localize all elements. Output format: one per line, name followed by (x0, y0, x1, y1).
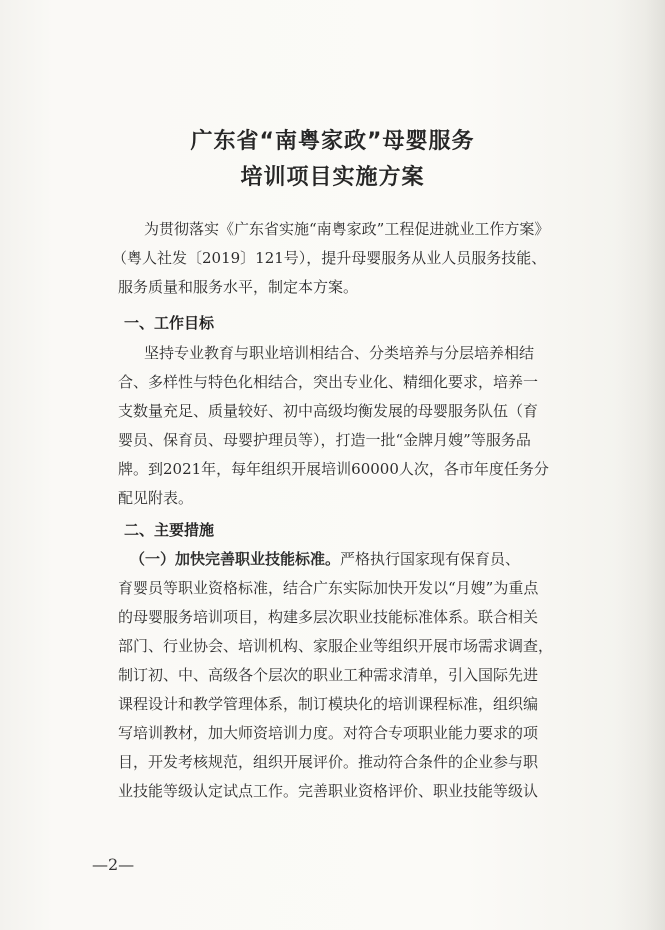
document-title-line-1: 广东省“南粤家政”母婴服务 (190, 129, 475, 154)
intro-line-2: （粤人社发〔2019〕121号），提升母婴服务从业人员服务技能、 (112, 249, 547, 267)
measure-1-line-8: 业技能等级认定试点工作。完善职业资格评价、职业技能等级认 (118, 782, 539, 800)
page-number: —2— (92, 855, 135, 874)
measure-1-first-line-rest: 严格执行国家现有保育员、 (340, 550, 521, 568)
section-2-heading: 二、主要措施 (124, 521, 215, 539)
document-title-line-2: 培训项目实施方案 (240, 165, 425, 190)
measure-1-line-4: 制订初、中、高级各个层次的职业工种需求清单，引入国际先进 (118, 666, 539, 684)
measure-1-title: （一）加快完善职业技能标准。 (130, 550, 341, 568)
measure-1-line-1: 育婴员等职业资格标准，结合广东实际加快开发以“月嫂”为重点 (118, 579, 539, 597)
intro-line-1: 为贯彻落实《广东省实施“南粤家政”工程促进就业工作方案》 (144, 220, 550, 238)
measure-1-first-line (130, 548, 520, 569)
section-1-line-6: 配见附表。 (118, 489, 194, 507)
measure-1-line-6: 写培训教材，加大师资培训力度。对符合专项职业能力要求的项 (118, 724, 539, 742)
measure-1-line-5: 课程设计和教学管理体系，制订模块化的培训课程标准，组织编 (118, 695, 539, 713)
section-1-line-1: 坚持专业教育与职业培训相结合、分类培养与分层培养相结 (144, 344, 535, 362)
measure-1-line-2: 的母婴服务培训项目，构建多层次职业技能标准体系。联合相关 (118, 608, 539, 626)
measure-1-line-7: 目，开发考核规范，组织开展评价。推动符合条件的企业参与职 (118, 753, 539, 771)
section-1-line-5: 牌。到2021年，每年组织开展培训60000人次，各市年度任务分 (118, 460, 549, 478)
section-1-line-4: 婴员、保育员、母婴护理员等），打造一批“金牌月嫂”等服务品 (118, 431, 531, 449)
section-1-line-2: 合、多样性与特色化相结合，突出专业化、精细化要求，培养一 (118, 373, 539, 391)
section-1-heading: 一、工作目标 (124, 314, 215, 332)
intro-line-3: 服务质量和服务水平，制定本方案。 (118, 278, 359, 296)
measure-1-line-3: 部门、行业协会、培训机构、家服企业等组织开展市场需求调查， (118, 637, 554, 655)
section-1-line-3: 支数量充足、质量较好、初中高级均衡发展的母婴服务队伍（育 (118, 402, 539, 420)
